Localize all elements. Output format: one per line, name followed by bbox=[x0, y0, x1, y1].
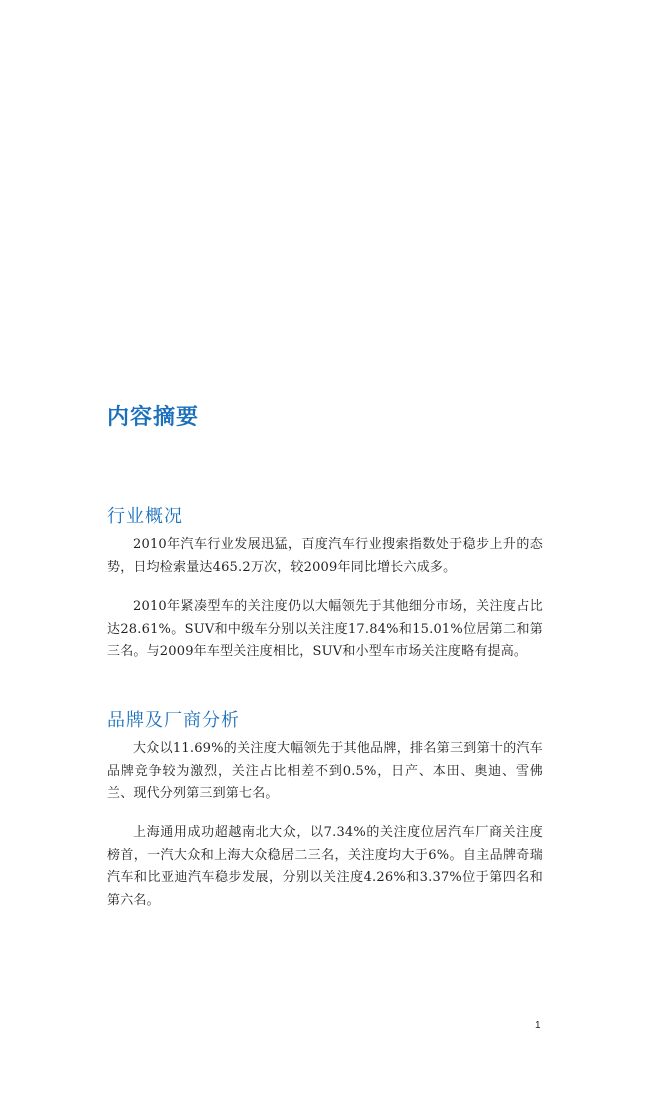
page-title: 内容摘要 bbox=[107, 405, 200, 430]
paragraph-brand-2: 上海通用成功超越南北大众，以7.34%的关注度位居汽车厂商关注度榜首，一汽大众和上海大众稳居二三名，关注度均大于6%。自主品牌奇瑞汽车和比亚迪汽车稳步发展，分别以关注度4.26%和3.37%位于第四名和第六名。 bbox=[107, 825, 543, 908]
page-number: 1 bbox=[535, 1020, 541, 1031]
paragraph-brand-1: 大众以11.69%的关注度大幅领先于其他品牌，排名第三到第十的汽车品牌竞争较为激烈，关注占比相差不到0.5%，日产、本田、奥迪、雪佛兰、现代分列第三到第七名。 bbox=[107, 741, 543, 801]
section-heading-brand-analysis: 品牌及厂商分析 bbox=[107, 710, 240, 731]
paragraph-industry-1: 2010年汽车行业发展迅猛，百度汽车行业搜索指数处于稳步上升的态势，日均检索量达465.2万次，较2009年同比增长六成多。 bbox=[107, 537, 543, 575]
paragraph-industry-2: 2010年紧凑型车的关注度仍以大幅领先于其他细分市场，关注度占比达28.61%。SUV和中级车分别以关注度17.84%和15.01%位居第二和第三名。与2009年车型关注度相比，SUV和小型车市场关注度略有提高。 bbox=[107, 599, 543, 659]
section-heading-industry-overview: 行业概况 bbox=[107, 506, 183, 527]
